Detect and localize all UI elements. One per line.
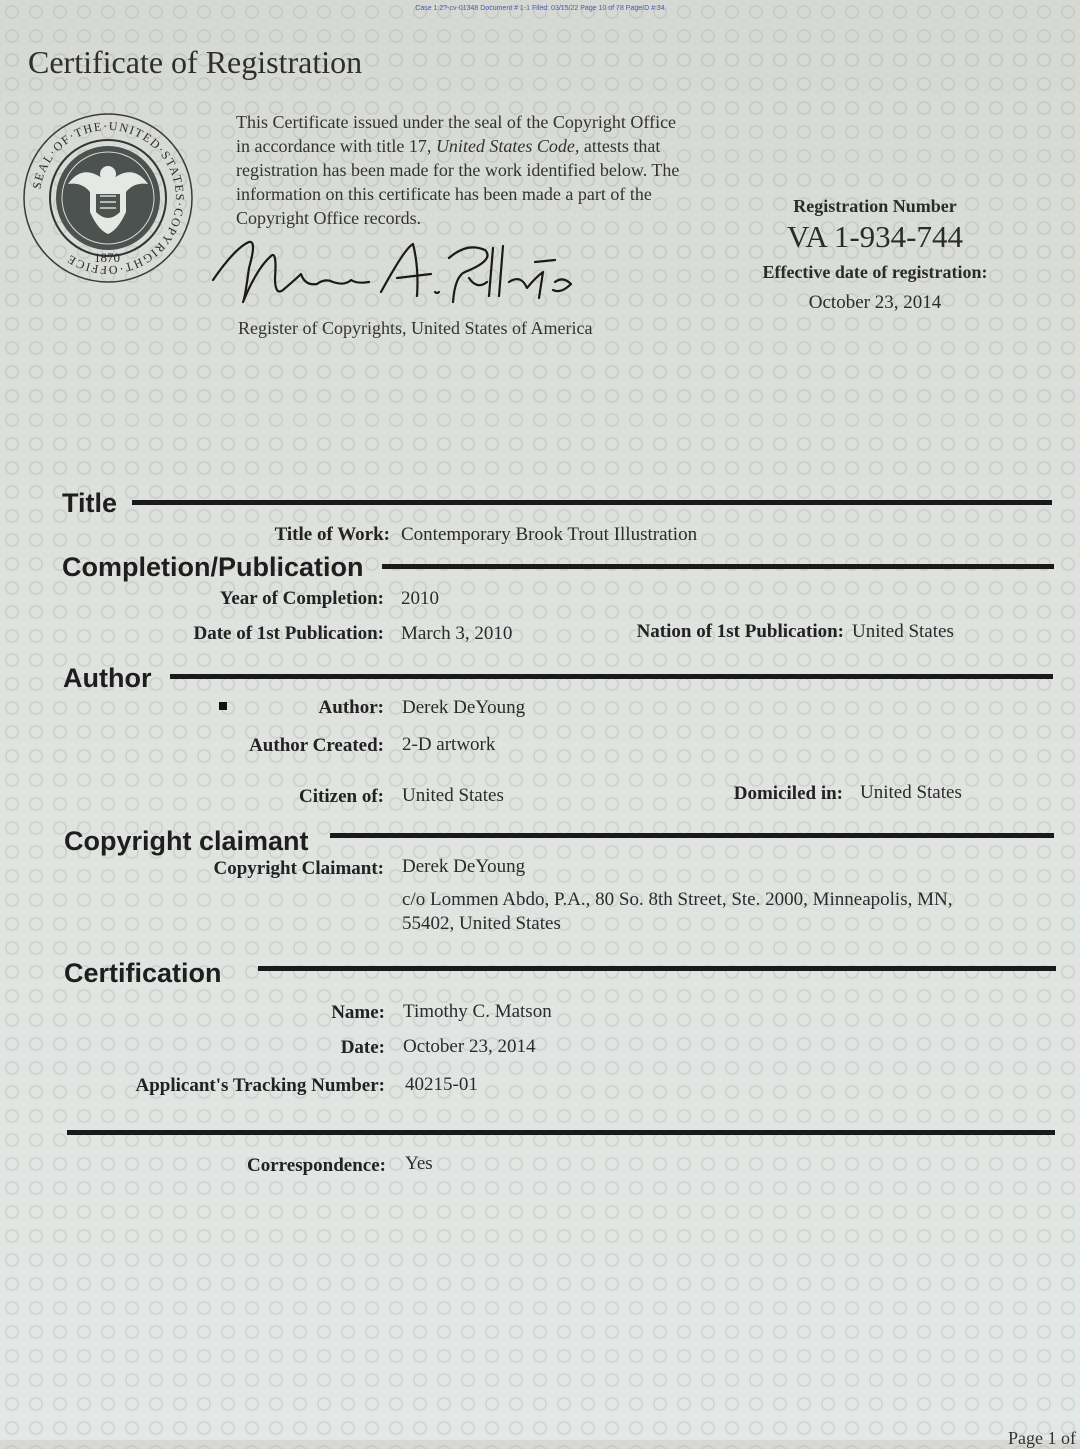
intro-text-part2: attests that registration has been made for the work identified below. The information on this certificate has been made a part of the Copyright Office records.: [236, 136, 680, 228]
certification-name-label: Name:: [331, 1002, 385, 1023]
tracking-number-label: Applicant's Tracking Number:: [135, 1075, 385, 1096]
tracking-number-value: 40215-01: [405, 1074, 478, 1095]
nation-of-publication-value: United States: [852, 621, 954, 642]
section-rule-author: [170, 674, 1053, 679]
domiciled-in-label: Domiciled in:: [733, 783, 843, 804]
correspondence-value: Yes: [405, 1153, 433, 1174]
year-of-completion-label: Year of Completion:: [219, 588, 384, 609]
intro-code-name: United States Code,: [435, 136, 580, 156]
certification-date-value: October 23, 2014: [403, 1036, 536, 1057]
correspondence-label: Correspondence:: [247, 1155, 386, 1176]
section-heading-author: Author: [63, 663, 152, 693]
author-created-label: Author Created:: [249, 735, 384, 756]
effective-date-label: Effective date of registration:: [762, 262, 988, 282]
section-rule-correspondence: [67, 1130, 1055, 1135]
copyright-claimant-value: Derek DeYoung: [402, 856, 526, 877]
registration-number-label: Registration Number: [793, 196, 957, 216]
section-rule-completion: [382, 564, 1054, 569]
effective-date: October 23, 2014: [808, 292, 942, 313]
section-rule-title: [132, 500, 1052, 505]
citizen-of-label: Citizen of:: [299, 786, 384, 807]
seal-ring-text: SEAL·OF·THE·UNITED·STATES·COPYRIGHT·OFFICE: [29, 118, 188, 278]
page-number: Page 1 of: [1008, 1428, 1076, 1448]
register-signature: [205, 238, 585, 308]
author-created-value: 2-D artwork: [402, 734, 496, 755]
section-heading-title: Title: [62, 488, 118, 518]
nation-of-publication-label: Nation of 1st Publication:: [636, 621, 844, 642]
domiciled-in-value: United States: [860, 782, 962, 803]
copyright-claimant-label: Copyright Claimant:: [213, 858, 384, 879]
court-filing-stamp: Case 1:2?-cv-01348 Document # 1-1 Filed: 03/15/22 Page 10 of 78 PageID #:34: [415, 5, 665, 12]
claimant-address-line2: 55402, United States: [402, 913, 561, 934]
year-of-completion-value: 2010: [401, 588, 439, 609]
title-of-work-value: Contemporary Brook Trout Illustration: [401, 524, 698, 545]
certification-name-value: Timothy C. Matson: [403, 1001, 552, 1022]
certification-date-label: Date:: [340, 1037, 385, 1058]
copyright-office-seal-icon: [22, 112, 194, 284]
registration-block: [760, 196, 990, 314]
seal-year: 1870: [94, 250, 120, 265]
intro-text-part1: This Certificate issued under the seal of the Copyright Office in accordance with title 17,: [236, 112, 677, 156]
certificate-intro-text: [236, 110, 686, 230]
title-of-work-label: Title of Work:: [274, 524, 390, 545]
section-rule-claimant: [330, 833, 1054, 838]
register-of-copyrights-line: Register of Copyrights, United States of America: [238, 318, 593, 338]
section-rule-certification: [258, 966, 1056, 971]
section-heading-claimant: Copyright claimant: [64, 826, 309, 856]
first-publication-date-value: March 3, 2010: [401, 623, 513, 644]
claimant-address-line1: c/o Lommen Abdo, P.A., 80 So. 8th Street, Ste. 2000, Minneapolis, MN,: [402, 889, 953, 910]
section-heading-completion: Completion/Publication: [62, 552, 364, 582]
citizen-of-value: United States: [402, 785, 504, 806]
author-value: Derek DeYoung: [402, 697, 526, 718]
registration-number: VA 1-934-744: [787, 219, 963, 254]
author-label: Author:: [318, 697, 384, 718]
first-publication-date-label: Date of 1st Publication:: [193, 623, 384, 644]
section-heading-certification: Certification: [64, 958, 222, 988]
certificate-title: Certificate of Registration: [28, 44, 363, 80]
